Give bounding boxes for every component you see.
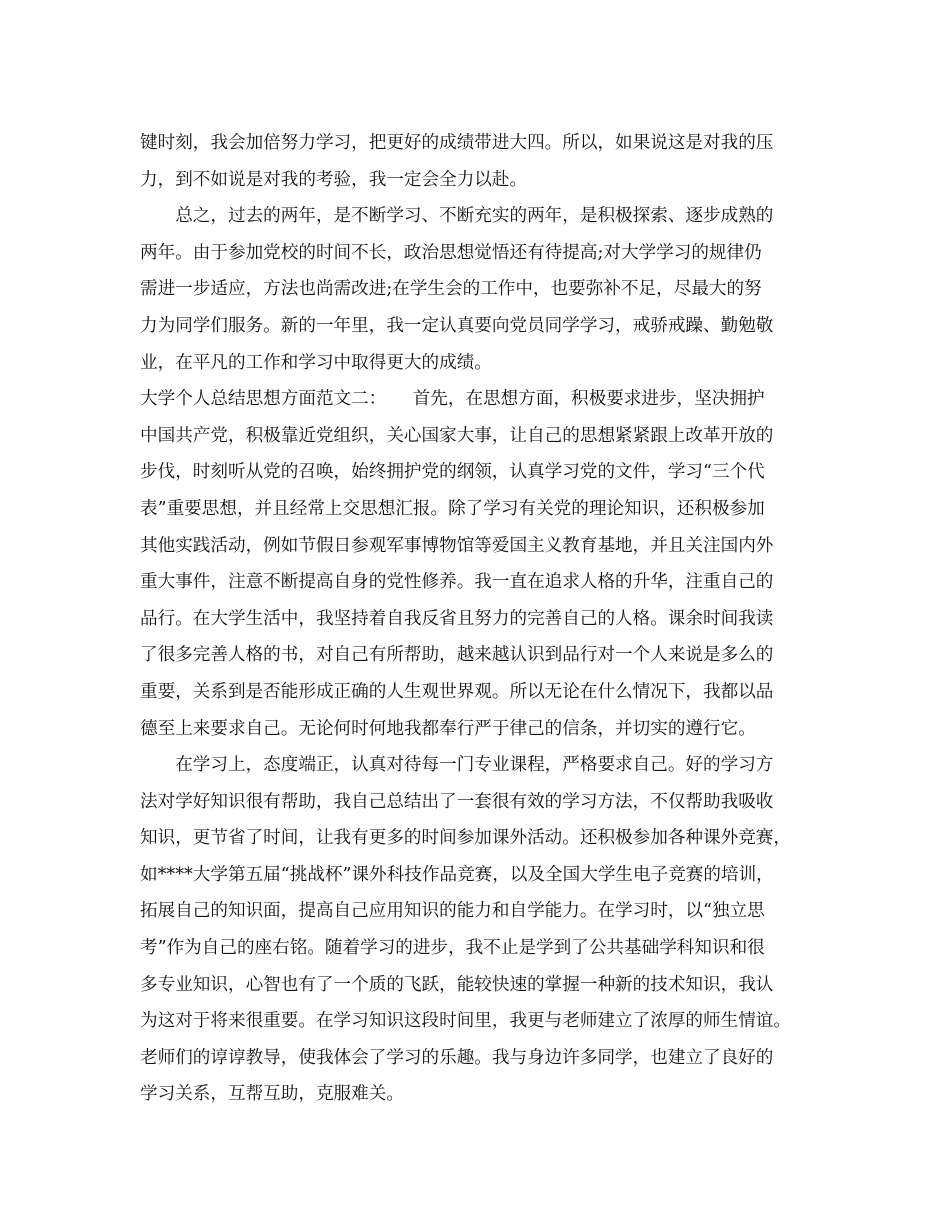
text-line: 大学个人总结思想方面范文二： 首先，在思想方面，积极要求进步，坚决拥护 (140, 389, 765, 410)
text-line: 老师们的谆谆教导，使我体会了学习的乐趣。我与身边许多同学，也建立了良好的 (140, 1047, 774, 1068)
text-line: 中国共产党，积极靠近党组织，关心国家大事，让自己的思想紧紧跟上改革开放的 (140, 425, 774, 446)
text-line: 法对学好知识很有帮助，我自己总结出了一套很有效的学习方法，不仅帮助我吸收 (140, 791, 774, 812)
text-line: 了很多完善人格的书，对自己有所帮助，越来越认识到品行对一个人来说是多么的 (140, 645, 774, 666)
text-line: 如****大学第五届“挑战杯”课外科技作品竞赛，以及全国大学生电子竞赛的培训， (140, 864, 774, 885)
text-line: 重大事件，注意不断提高自身的党性修养。我一直在追求人格的升华，注重自己的 (140, 572, 774, 593)
text-line: 拓展自己的知识面，提高自己应用知识的能力和自学能力。在学习时，以“独立思 (140, 901, 765, 922)
body-text (140, 125, 820, 1113)
text-line: 步伐，时刻听从党的召唤，始终拥护党的纲领，认真学习党的文件，学习“三个代 (140, 462, 765, 483)
text-line: 键时刻，我会加倍努力学习，把更好的成绩带进大四。所以，如果说这是对我的压 (140, 133, 774, 153)
text-line: 学习关系，互帮互助，克服难关。 (140, 1084, 404, 1105)
text-line: 知识，更节省了时间，让我有更多的时间参加课外活动。还积极参加各种课外竞赛， (140, 828, 791, 849)
text-line: 德至上来要求自己。无论何时何地我都奉行严于律己的信条，并切实的遵行它。 (140, 718, 756, 739)
text-line: 其他实践活动，例如节假日参观军事博物馆等爱国主义教育基地，并且关注国内外 (140, 535, 774, 556)
text-line: 力为同学们服务。新的一年里，我一定认真要向党员同学学习，戒骄戒躁、勤勉敬 (140, 315, 774, 336)
text-line: 总之，过去的两年，是不断学习、不断充实的两年，是积极探索、逐步成熟的 (140, 206, 774, 227)
text-line: 力，到不如说是对我的考验，我一定会全力以赴。 (140, 169, 528, 190)
text-line: 多专业知识，心智也有了一个质的飞跃，能较快速的掌握一种新的技术知识，我认 (140, 974, 774, 995)
text-line: 品行。在大学生活中，我坚持着自我反省且努力的完善自己的人格。课余时间我读 (140, 608, 774, 629)
text-line: 业，在平凡的工作和学习中取得更大的成绩。 (140, 352, 492, 373)
text-line: 两年。由于参加党校的时间不长，政治思想觉悟还有待提高;对大学学习的规律仍 (140, 242, 762, 263)
text-line: 表”重要思想，并且经常上交思想汇报。除了学习有关党的理论知识，还积极参加 (140, 498, 765, 519)
text-line: 在学习上，态度端正，认真对待每一门专业课程，严格要求自己。好的学习方 (140, 755, 774, 776)
text-line: 考”作为自己的座右铭。随着学习的进步，我不止是学到了公共基础学科知识和很 (140, 938, 765, 959)
text-line: 重要，关系到是否能形成正确的人生观世界观。所以无论在什么情况下，我都以品 (140, 681, 774, 702)
text-line: 需进一步适应，方法也尚需改进;在学生会的工作中，也要弥补不足，尽最大的努 (140, 279, 762, 300)
text-line: 为这对于将来很重要。在学习知识这段时间里，我更与老师建立了浓厚的师生情谊。 (140, 1011, 791, 1032)
